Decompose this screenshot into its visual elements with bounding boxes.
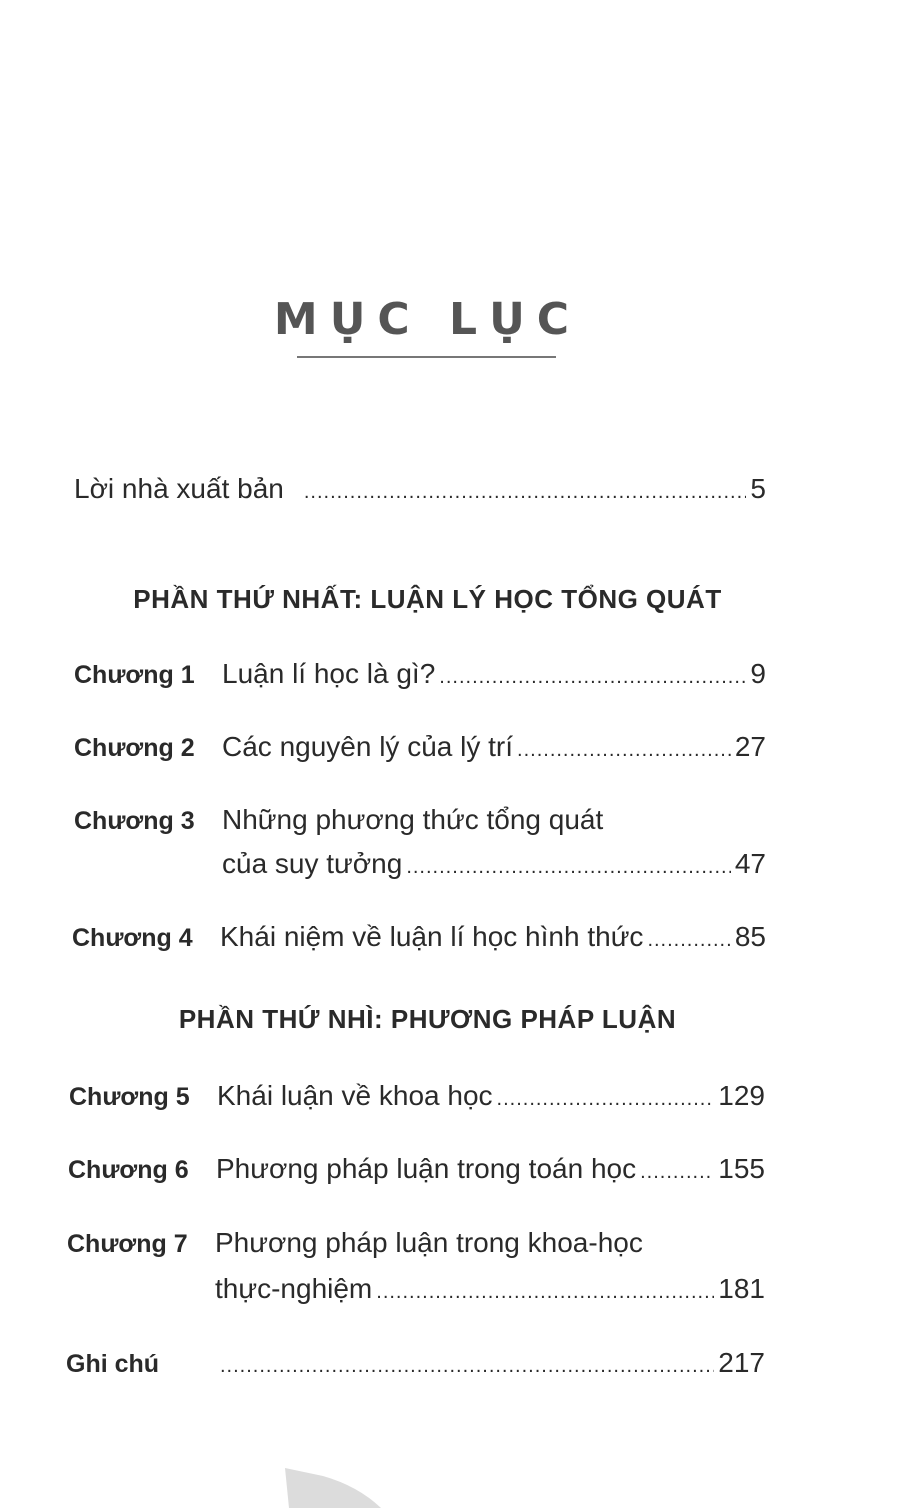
- entry-title: Luận lí học là gì?: [222, 658, 436, 689]
- toc-entry[interactable]: [69, 1074, 765, 1121]
- page-number: 155: [718, 1153, 765, 1184]
- toc-entry-notes[interactable]: [66, 1341, 765, 1388]
- entry-title-line1: Những phương thức tổng quát: [222, 804, 604, 835]
- page-number: 129: [718, 1080, 765, 1111]
- title-underline: [297, 356, 556, 358]
- dot-leader: [376, 1270, 714, 1314]
- chapter-label: Chương 2: [74, 734, 195, 762]
- page-number: 5: [750, 473, 766, 504]
- dot-leader: [439, 655, 746, 699]
- entry-title: Khái niệm về luận lí học hình thức: [220, 921, 644, 952]
- toc-entry[interactable]: [74, 652, 766, 699]
- chapter-label: Chương 3: [74, 807, 195, 835]
- entry-title-line2: thực-nghiệm: [215, 1273, 373, 1304]
- entry-title-line1: Phương pháp luận trong khoa-học: [215, 1227, 643, 1258]
- toc-entry-preface[interactable]: [74, 467, 766, 514]
- dot-leader: [406, 845, 731, 889]
- toc-entry[interactable]: [74, 725, 766, 772]
- page-number: 181: [718, 1273, 765, 1304]
- entry-title: Ghi chú: [66, 1350, 160, 1378]
- dot-leader: [517, 728, 731, 772]
- page-number: 9: [750, 658, 766, 689]
- part-heading: PHẦN THỨ NHẤT: LUẬN LÝ HỌC TỔNG QUÁT: [133, 584, 722, 614]
- page-number: 27: [734, 731, 766, 762]
- page-title: MỤC LỤC: [273, 294, 582, 345]
- dot-leader: [647, 918, 730, 962]
- toc-entry[interactable]: [74, 798, 766, 843]
- chapter-label: Chương 1: [74, 661, 195, 689]
- entry-title: Phương pháp luận trong toán học: [216, 1153, 637, 1184]
- toc-entry-continuation[interactable]: [215, 1267, 765, 1314]
- entry-title: Khái luận về khoa học: [217, 1080, 493, 1111]
- part-heading: PHẦN THỨ NHÌ: PHƯƠNG PHÁP LUẬN: [178, 1004, 677, 1034]
- toc-entry-continuation[interactable]: [222, 842, 766, 889]
- entry-title-line2: của suy tưởng: [222, 848, 403, 879]
- dot-leader: [304, 470, 747, 514]
- entry-title: Lời nhà xuất bản: [74, 473, 284, 504]
- dot-leader: [220, 1344, 714, 1388]
- page-number: 47: [734, 848, 766, 879]
- decorative-swoosh: [283, 1468, 383, 1508]
- chapter-label: Chương 6: [68, 1156, 189, 1184]
- entry-title: Các nguyên lý của lý trí: [222, 731, 514, 762]
- chapter-label: Chương 5: [69, 1083, 190, 1111]
- toc-entry[interactable]: [67, 1221, 765, 1266]
- page-number: 217: [718, 1347, 765, 1378]
- chapter-label: Chương 7: [67, 1230, 188, 1258]
- page-number: 85: [734, 921, 766, 952]
- toc-entry[interactable]: [72, 915, 766, 962]
- dot-leader: [640, 1150, 714, 1194]
- toc-entry[interactable]: [68, 1147, 765, 1194]
- dot-leader: [497, 1077, 715, 1121]
- chapter-label: Chương 4: [72, 924, 193, 952]
